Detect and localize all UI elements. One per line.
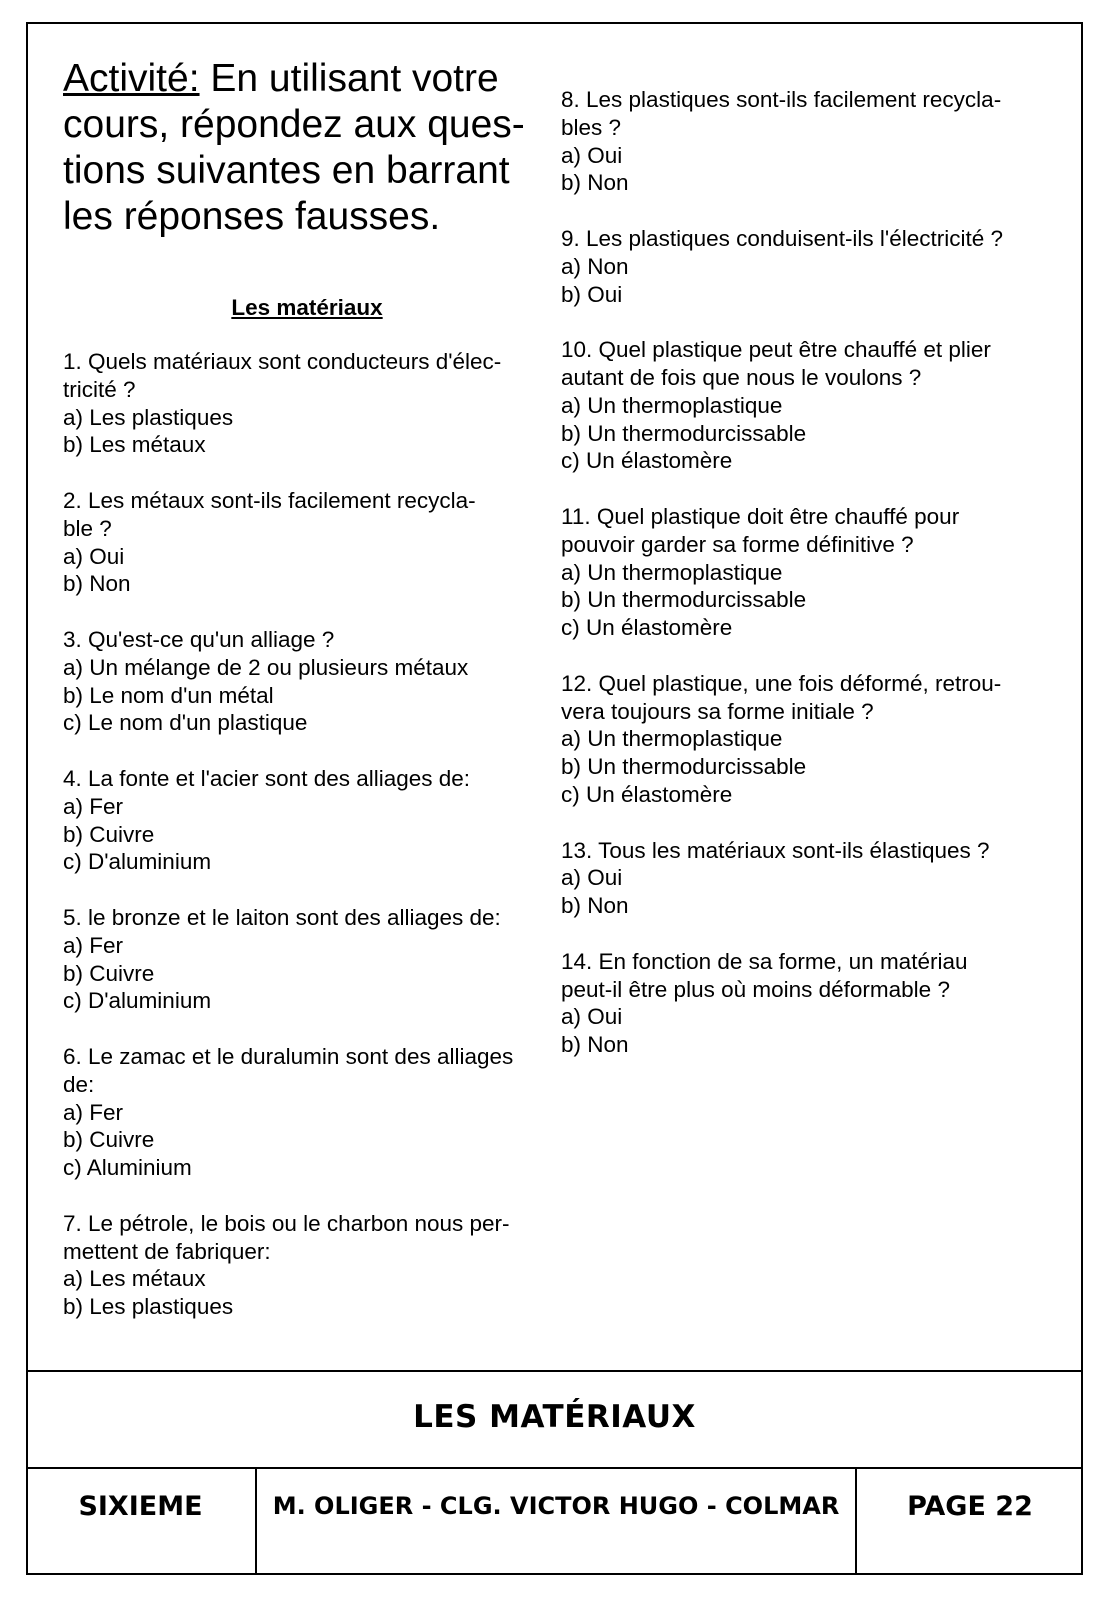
answer-option[interactable]: b) Non <box>63 571 131 597</box>
answer-option[interactable]: a) Fer <box>63 793 124 819</box>
question-block <box>63 765 555 876</box>
question-text: 4. La fonte et l'acier sont des alliages de: <box>63 765 471 791</box>
answer-option[interactable]: b) Non <box>561 1032 629 1058</box>
question-block <box>63 1210 555 1321</box>
question-text: mettent de fabriquer: <box>63 1238 271 1264</box>
answer-option[interactable]: b) Le nom d'un métal <box>63 682 274 708</box>
question-block <box>561 503 1046 642</box>
answer-option[interactable]: b) Cuivre <box>63 960 155 986</box>
question-block <box>561 225 1046 308</box>
questions-left-list <box>63 348 555 1321</box>
answer-option[interactable]: b) Un thermodurcissable <box>561 587 807 613</box>
answer-option[interactable]: c) Le nom d'un plastique <box>63 710 308 736</box>
answer-option[interactable]: a) Oui <box>63 543 125 569</box>
answer-option[interactable]: a) Oui <box>561 1004 623 1030</box>
question-text: 6. Le zamac et le duralumin sont des alliages <box>63 1043 514 1069</box>
question-text: 3. Qu'est-ce qu'un alliage ? <box>63 626 335 652</box>
answer-option[interactable]: a) Non <box>561 253 629 279</box>
right-column <box>561 86 1046 1087</box>
question-block <box>63 487 555 598</box>
question-text: pouvoir garder sa forme définitive ? <box>561 531 914 557</box>
question-block <box>561 86 1046 197</box>
question-text: 11. Quel plastique doit être chauffé pour <box>561 503 960 529</box>
answer-option[interactable]: c) Un élastomère <box>561 615 733 641</box>
question-block <box>63 904 555 1015</box>
answer-option[interactable]: a) Oui <box>561 865 623 891</box>
activity-label: Activité: <box>63 57 200 100</box>
question-text: autant de fois que nous le voulons ? <box>561 364 922 390</box>
footer-level: SIXIEME <box>26 1469 257 1575</box>
answer-option[interactable]: b) Non <box>561 893 629 919</box>
answer-option[interactable]: a) Les métaux <box>63 1266 206 1292</box>
question-text: 1. Quels matériaux sont conducteurs d'élec- <box>63 349 502 374</box>
question-block <box>561 336 1046 475</box>
question-block <box>561 948 1046 1059</box>
question-text: 9. Les plastiques conduisent-ils l'électricité ? <box>561 225 1004 251</box>
answer-option[interactable]: a) Un mélange de 2 ou plusieurs métaux <box>63 654 469 680</box>
footer-info-row <box>26 1467 1083 1575</box>
question-text: 5. le bronze et le laiton sont des alliages de: <box>63 904 501 930</box>
footer-title: LES MATÉRIAUX <box>413 1399 696 1435</box>
question-block <box>561 837 1046 920</box>
question-text: 12. Quel plastique, une fois déformé, retrou- <box>561 670 1002 696</box>
answer-option[interactable]: b) Cuivre <box>63 1127 155 1153</box>
answer-option[interactable]: c) D'aluminium <box>63 988 212 1014</box>
answer-option[interactable]: c) Un élastomère <box>561 781 733 807</box>
answer-option[interactable]: c) Aluminium <box>63 1155 192 1181</box>
question-text: vera toujours sa forme initiale ? <box>561 698 874 724</box>
question-block <box>63 348 555 459</box>
answer-option[interactable]: a) Un thermoplastique <box>561 392 783 418</box>
question-block <box>63 626 555 737</box>
answer-option[interactable]: a) Oui <box>561 142 623 168</box>
answer-option[interactable]: b) Les métaux <box>63 432 206 458</box>
answer-option[interactable]: c) D'aluminium <box>63 849 212 875</box>
question-text: bles ? <box>561 114 622 140</box>
answer-option[interactable]: c) Un élastomère <box>561 448 733 474</box>
answer-option[interactable]: b) Cuivre <box>63 821 155 847</box>
questions-right-list <box>561 86 1046 1059</box>
question-text: tricité ? <box>63 376 136 402</box>
activity-text: En utilisant votre cours, répondez aux ques-tions suivantes en barrant les réponses fausses. <box>63 57 525 238</box>
footer-page-number: PAGE 22 <box>907 1490 1033 1522</box>
answer-option[interactable]: a) Un thermoplastique <box>561 559 783 585</box>
answer-option[interactable]: b) Oui <box>561 281 623 307</box>
answer-option[interactable]: b) Un thermodurcissable <box>561 420 807 446</box>
answer-option[interactable]: a) Fer <box>63 932 124 958</box>
question-text: 10. Quel plastique peut être chauffé et plier <box>561 337 991 363</box>
question-text: de: <box>63 1071 95 1097</box>
section-title: Les matériaux <box>231 295 383 320</box>
question-text: 2. Les métaux sont-ils facilement recycla- <box>63 487 476 513</box>
footer-author: M. OLIGER - CLG. VICTOR HUGO - COLMAR <box>257 1469 857 1575</box>
question-block <box>63 1043 555 1182</box>
question-text: ble ? <box>63 515 112 541</box>
question-text: 8. Les plastiques sont-ils facilement recycla- <box>561 87 1002 112</box>
answer-option[interactable]: b) Non <box>561 170 629 196</box>
answer-option[interactable]: a) Fer <box>63 1099 124 1125</box>
answer-option[interactable]: b) Les plastiques <box>63 1294 234 1320</box>
answer-option[interactable]: b) Un thermodurcissable <box>561 754 807 780</box>
answer-option[interactable]: a) Un thermoplastique <box>561 726 783 752</box>
question-block <box>561 670 1046 809</box>
answer-option[interactable]: a) Les plastiques <box>63 404 234 430</box>
question-text: peut-il être plus où moins déformable ? <box>561 976 950 1002</box>
footer-title-row <box>26 1370 1083 1469</box>
question-text: 13. Tous les matériaux sont-ils élastiques ? <box>561 837 990 863</box>
activity-instructions <box>63 56 555 240</box>
question-text: 7. Le pétrole, le bois ou le charbon nous per- <box>63 1210 510 1236</box>
question-text: 14. En fonction de sa forme, un matériau <box>561 948 968 974</box>
left-column <box>63 56 555 1349</box>
